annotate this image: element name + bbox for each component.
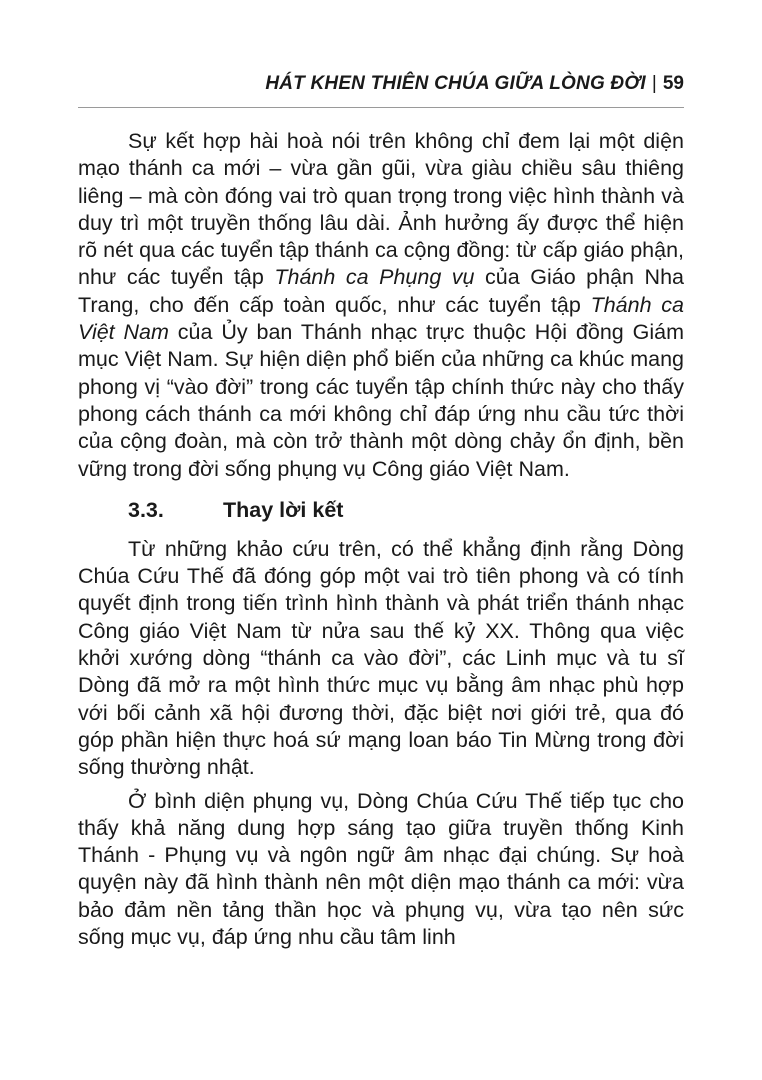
collection-title-phung-vu: Thánh ca Phụng vụ: [274, 265, 475, 290]
paragraph-1-text-b: của Giáo phận Nha Trang, cho đến cấp toàn quốc, như các tuyển tập: [78, 265, 684, 317]
section-heading: [78, 497, 684, 524]
running-header: [78, 70, 684, 108]
running-title: HÁT KHEN THIÊN CHÚA GIỮA LÒNG ĐỜI: [265, 73, 646, 94]
page-number: 59: [662, 73, 684, 94]
header-separator: |: [651, 73, 657, 94]
paragraph-2: Từ những khảo cứu trên, có thể khẳng định rằng Dòng Chúa Cứu Thế đã đóng góp một vai trò tiên phong và có tính quyết định trong tiến trình hình thành và phát triển thánh nhạc Công giáo Việt Nam từ nửa sau thế kỷ XX. Thông qua việc khởi xướng dòng “thánh ca vào đời”, các Linh mục và tu sĩ Dòng đã mở ra một hình thức mục vụ bằng âm nhạc phù hợp với bối cảnh xã hội đương thời, đặc biệt nơi giới trẻ, qua đó góp phần hiện thực hoá sứ mạng loan báo Tin Mừng trong đời sống thường nhật.: [78, 536, 684, 780]
page-body: [78, 128, 684, 951]
paragraph-1-text-a: Sự kết hợp hài hoà nói trên không chỉ đem lại một diện mạo thánh ca mới – vừa gần gũi, vừa giàu chiều sâu thiêng liêng – mà còn đóng vai trò quan trọng trong việc hình thành và duy trì một truyền thống lâu dài. Ảnh hưởng ấy được thể hiện rõ nét qua các tuyển tập thánh ca cộng đồng: từ cấp giáo phận, như các tuyển tập: [78, 129, 684, 290]
paragraph-1: [78, 128, 684, 483]
section-number: 3.3.: [128, 497, 164, 522]
paragraph-3: Ở bình diện phụng vụ, Dòng Chúa Cứu Thế tiếp tục cho thấy khả năng dung hợp sáng tạo giữa truyền thống Kinh Thánh - Phụng vụ và ngôn ngữ âm nhạc đại chúng. Sự hoà quyện này đã hình thành nên một diện mạo thánh ca mới: vừa bảo đảm nền tảng thần học và phụng vụ, vừa tạo nên sức sống mục vụ, đáp ứng nhu cầu tâm linh: [78, 788, 684, 950]
collection-title-viet-nam: Thánh ca Việt Nam: [78, 292, 684, 345]
section-title: Thay lời kết: [223, 497, 344, 522]
paragraph-1-text-c: của Ủy ban Thánh nhạc trực thuộc Hội đồng Giám mục Việt Nam. Sự hiện diện phổ biến của những ca khúc mang phong vị “vào đời” trong các tuyển tập chính thức này cho thấy phong cách thánh ca mới không chỉ đáp ứng nhu cầu tức thời của cộng đoàn, mà còn trở thành một dòng chảy ổn định, bền vững trong đời sống phụng vụ Công giáo Việt Nam.: [78, 320, 684, 481]
